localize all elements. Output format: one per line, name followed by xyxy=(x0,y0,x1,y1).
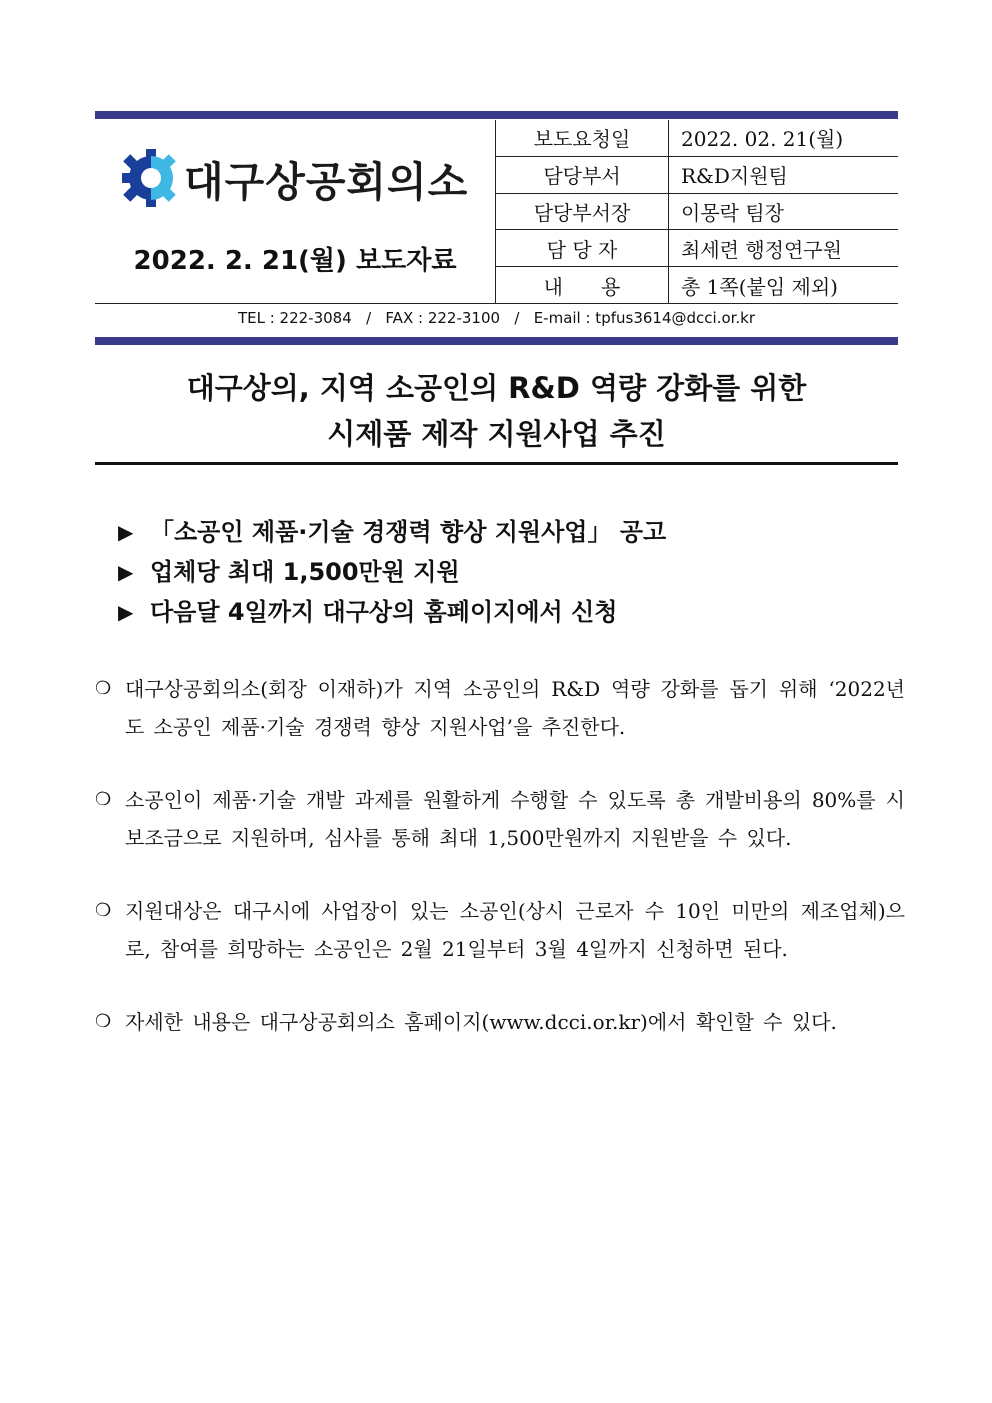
paragraph-text: 대구상공회의소(회장 이재하)가 지역 소공인의 R&D 역량 강화를 돕기 위해 ‘2022년도 소공인 제품·기술 경쟁력 향상 지원사업’을 추진한다. xyxy=(125,677,905,739)
info-key: 보도요청일 xyxy=(496,120,669,156)
highlight-text: 업체당 최대 1,500만원 지원 xyxy=(150,558,460,586)
header-top-bar xyxy=(95,111,898,119)
paragraph-text: 소공인이 제품·기술 개발 과제를 원활하게 수행할 수 있도록 총 개발비용의 80%를 시보조금으로 지원하며, 심사를 통해 최대 1,500만원까지 지원받을 수 있다. xyxy=(125,788,905,850)
info-key: 담 당 자 xyxy=(496,230,669,267)
info-value: 2022. 02. 21(월) xyxy=(669,120,899,156)
info-row xyxy=(496,120,898,156)
paragraph-text: 자세한 내용은 대구상공회의소 홈페이지(www.dcci.or.kr)에서 확인할 수 있다. xyxy=(125,1010,837,1034)
highlight-text: 「소공인 제품·기술 경쟁력 향상 지원사업」 공고 xyxy=(150,518,667,546)
logo-text: 대구상공회의소 xyxy=(184,157,469,206)
info-row xyxy=(496,156,898,193)
headline-line-2: 시제품 제작 지원사업 추진 xyxy=(327,417,666,451)
info-key: 담당부서장 xyxy=(496,193,669,230)
info-row xyxy=(496,267,898,303)
circle-bullet-icon: ❍ xyxy=(95,1011,112,1032)
triangle-bullet-icon: ▶ xyxy=(118,600,134,624)
info-value: R&D지원팀 xyxy=(669,156,899,193)
highlight-item xyxy=(118,512,666,552)
headline-rule xyxy=(95,462,898,465)
highlight-item xyxy=(118,592,666,632)
body-paragraphs xyxy=(95,670,905,1076)
body-paragraph xyxy=(95,1003,905,1041)
release-date: 2022. 2. 21(월) 보도자료 xyxy=(133,246,457,276)
contact-line: TEL : 222-3084 / FAX : 222-3100 / E-mail : tpfus3614@dcci.or.kr xyxy=(237,309,756,327)
press-release-header xyxy=(95,120,898,304)
header-bottom-bar xyxy=(95,337,898,345)
highlight-item xyxy=(118,552,666,592)
body-paragraph xyxy=(95,892,905,968)
triangle-bullet-icon: ▶ xyxy=(118,560,134,584)
headline xyxy=(95,365,898,457)
body-paragraph xyxy=(95,781,905,857)
paragraph-text: 지원대상은 대구시에 사업장이 있는 소공인(상시 근로자 수 10인 미만의 제조업체)으로, 참여를 희망하는 소공인은 2월 21일부터 3월 4일까지 신청하면 된다. xyxy=(125,899,905,961)
logo-area xyxy=(95,120,496,303)
gear-logo-icon xyxy=(120,147,182,209)
info-key: 내 용 xyxy=(496,267,669,303)
highlights-list xyxy=(118,512,666,632)
highlight-text: 다음달 4일까지 대구상의 홈페이지에서 신청 xyxy=(150,598,618,626)
chamber-logo xyxy=(120,148,468,208)
info-value: 이몽락 팀장 xyxy=(669,193,899,230)
triangle-bullet-icon: ▶ xyxy=(118,520,134,544)
info-row xyxy=(496,193,898,230)
info-row xyxy=(496,230,898,267)
info-value: 총 1쪽(붙임 제외) xyxy=(681,274,838,299)
info-value: 최세련 행정연구원 xyxy=(669,230,899,267)
circle-bullet-icon: ❍ xyxy=(95,789,112,810)
headline-line-1: 대구상의, 지역 소공인의 R&D 역량 강화를 위한 xyxy=(186,371,807,405)
circle-bullet-icon: ❍ xyxy=(95,678,112,699)
release-info-table xyxy=(496,120,898,303)
body-paragraph xyxy=(95,670,905,746)
circle-bullet-icon: ❍ xyxy=(95,900,112,921)
info-key: 담당부서 xyxy=(496,156,669,193)
